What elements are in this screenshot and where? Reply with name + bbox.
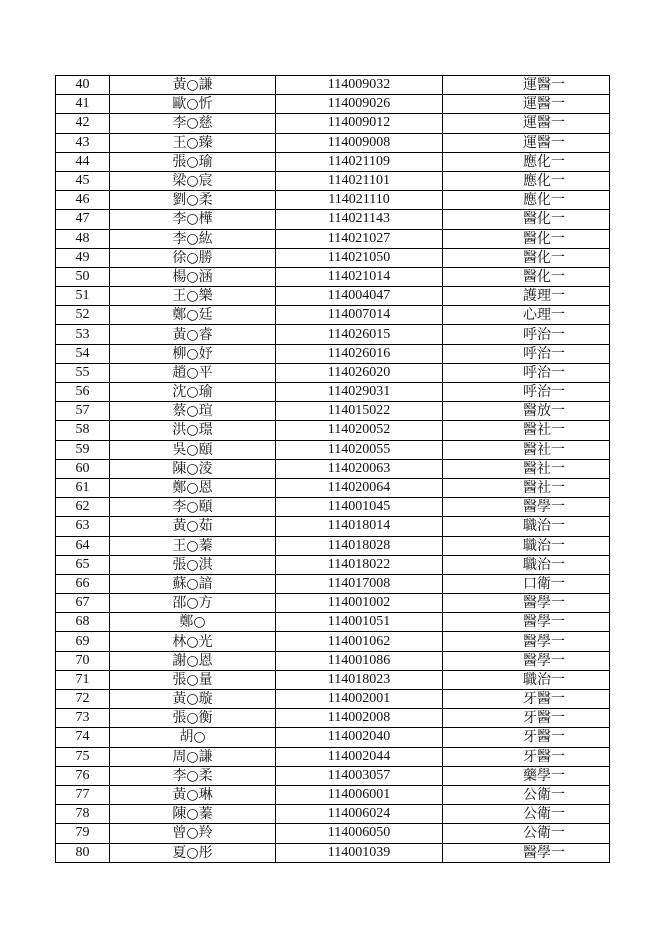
student-name-cell: 蘇○諳 (110, 574, 276, 593)
table-row (56, 440, 610, 459)
table-row (56, 210, 610, 229)
row-number-cell: 77 (56, 785, 110, 804)
row-number-cell: 75 (56, 747, 110, 766)
department-cell (443, 478, 610, 497)
student-id-cell: 114006001 (276, 785, 443, 804)
department-label: 醫社一 (523, 422, 565, 439)
student-name-cell: 劉○柔 (110, 191, 276, 210)
table-row (56, 574, 610, 593)
student-id-cell: 114002044 (276, 747, 443, 766)
table-row (56, 267, 610, 286)
department-label: 牙醫一 (523, 710, 565, 727)
student-id-cell: 114026020 (276, 363, 443, 382)
student-name-cell: 楊○涵 (110, 267, 276, 286)
department-cell (443, 459, 610, 478)
department-cell (443, 843, 610, 862)
student-name-cell: 李○慈 (110, 114, 276, 133)
student-name-cell: 徐○勝 (110, 248, 276, 267)
table-row (56, 191, 610, 210)
student-roster-table (55, 75, 610, 863)
department-cell (443, 632, 610, 651)
department-label: 運醫一 (523, 115, 565, 132)
department-label: 運醫一 (523, 77, 565, 94)
row-number-cell: 79 (56, 824, 110, 843)
student-name-cell: 洪○璟 (110, 421, 276, 440)
row-number-cell: 55 (56, 363, 110, 382)
table-row (56, 613, 610, 632)
student-name-cell: 曾○羚 (110, 824, 276, 843)
department-cell (443, 498, 610, 517)
department-label: 醫學一 (523, 844, 565, 861)
table-row (56, 363, 610, 382)
department-label: 醫化一 (523, 249, 565, 266)
student-name-cell: 梁○宸 (110, 171, 276, 190)
row-number-cell: 67 (56, 594, 110, 613)
department-cell (443, 306, 610, 325)
student-name-cell: 吳○頤 (110, 440, 276, 459)
student-id-cell: 114001062 (276, 632, 443, 651)
student-name-cell: 張○淇 (110, 555, 276, 574)
student-id-cell: 114018023 (276, 670, 443, 689)
department-label: 醫學一 (523, 652, 565, 669)
row-number-cell: 52 (56, 306, 110, 325)
student-id-cell: 114021014 (276, 267, 443, 286)
student-name-cell: 林○光 (110, 632, 276, 651)
department-label: 職治一 (523, 671, 565, 688)
table-row (56, 402, 610, 421)
student-name-cell: 謝○恩 (110, 651, 276, 670)
department-label: 呼治一 (523, 384, 565, 401)
department-label: 醫學一 (523, 633, 565, 650)
row-number-cell: 45 (56, 171, 110, 190)
table-row (56, 459, 610, 478)
table-row (56, 114, 610, 133)
table-row (56, 843, 610, 862)
student-id-cell: 114001002 (276, 594, 443, 613)
department-cell (443, 766, 610, 785)
department-label: 運醫一 (523, 134, 565, 151)
row-number-cell: 68 (56, 613, 110, 632)
department-label: 應化一 (523, 173, 565, 190)
student-name-cell: 趙○平 (110, 363, 276, 382)
student-name-cell: 黃○茹 (110, 517, 276, 536)
department-cell (443, 114, 610, 133)
row-number-cell: 58 (56, 421, 110, 440)
row-number-cell: 74 (56, 728, 110, 747)
department-label: 醫社一 (523, 441, 565, 458)
student-id-cell: 114021109 (276, 152, 443, 171)
department-label: 呼治一 (523, 364, 565, 381)
department-cell (443, 76, 610, 95)
student-id-cell: 114021050 (276, 248, 443, 267)
student-name-cell: 李○頤 (110, 498, 276, 517)
student-id-cell: 114026016 (276, 344, 443, 363)
table-row (56, 709, 610, 728)
department-label: 醫化一 (523, 268, 565, 285)
department-cell (443, 747, 610, 766)
student-id-cell: 114004047 (276, 287, 443, 306)
student-id-cell: 114021101 (276, 171, 443, 190)
student-id-cell: 114021110 (276, 191, 443, 210)
table-row (56, 287, 610, 306)
student-name-cell: 黃○琳 (110, 785, 276, 804)
department-cell (443, 574, 610, 593)
table-row (56, 152, 610, 171)
department-label: 呼治一 (523, 345, 565, 362)
department-label: 醫化一 (523, 230, 565, 247)
table-row (56, 594, 610, 613)
row-number-cell: 73 (56, 709, 110, 728)
row-number-cell: 46 (56, 191, 110, 210)
row-number-cell: 44 (56, 152, 110, 171)
student-id-cell: 114007014 (276, 306, 443, 325)
department-cell (443, 613, 610, 632)
table-row (56, 728, 610, 747)
row-number-cell: 59 (56, 440, 110, 459)
student-id-cell: 114020063 (276, 459, 443, 478)
row-number-cell: 76 (56, 766, 110, 785)
table-row (56, 747, 610, 766)
department-label: 職治一 (523, 556, 565, 573)
student-id-cell: 114029031 (276, 383, 443, 402)
table-row (56, 766, 610, 785)
row-number-cell: 54 (56, 344, 110, 363)
department-cell (443, 402, 610, 421)
student-id-cell: 114021143 (276, 210, 443, 229)
department-cell (443, 728, 610, 747)
student-id-cell: 114018028 (276, 536, 443, 555)
department-cell (443, 517, 610, 536)
department-cell (443, 594, 610, 613)
student-name-cell: 李○柔 (110, 766, 276, 785)
student-id-cell: 114017008 (276, 574, 443, 593)
student-name-cell: 陳○淩 (110, 459, 276, 478)
row-number-cell: 66 (56, 574, 110, 593)
student-name-cell: 李○樺 (110, 210, 276, 229)
department-label: 醫社一 (523, 480, 565, 497)
department-label: 運醫一 (523, 96, 565, 113)
student-name-cell: 周○謙 (110, 747, 276, 766)
department-cell (443, 440, 610, 459)
student-name-cell: 張○量 (110, 670, 276, 689)
table-row (56, 76, 610, 95)
row-number-cell: 72 (56, 690, 110, 709)
department-cell (443, 171, 610, 190)
department-cell (443, 325, 610, 344)
student-name-cell: 王○蓁 (110, 536, 276, 555)
department-label: 職治一 (523, 537, 565, 554)
student-id-cell: 114020064 (276, 478, 443, 497)
department-label: 口衛一 (523, 575, 565, 592)
student-id-cell: 114006050 (276, 824, 443, 843)
student-name-cell: 黃○璇 (110, 690, 276, 709)
table-row (56, 824, 610, 843)
table-row (56, 325, 610, 344)
row-number-cell: 70 (56, 651, 110, 670)
department-cell (443, 229, 610, 248)
row-number-cell: 62 (56, 498, 110, 517)
table-row (56, 555, 610, 574)
row-number-cell: 49 (56, 248, 110, 267)
department-label: 醫放一 (523, 403, 565, 420)
department-label: 醫化一 (523, 211, 565, 228)
student-name-cell: 柳○妤 (110, 344, 276, 363)
table-row (56, 690, 610, 709)
department-cell (443, 363, 610, 382)
department-cell (443, 785, 610, 804)
department-cell (443, 133, 610, 152)
student-name-cell: 張○衡 (110, 709, 276, 728)
student-id-cell: 114018014 (276, 517, 443, 536)
student-id-cell: 114015022 (276, 402, 443, 421)
department-label: 藥學一 (523, 767, 565, 784)
department-cell (443, 344, 610, 363)
department-label: 牙醫一 (523, 748, 565, 765)
row-number-cell: 80 (56, 843, 110, 862)
row-number-cell: 56 (56, 383, 110, 402)
department-label: 公衛一 (523, 806, 565, 823)
table-row (56, 344, 610, 363)
row-number-cell: 65 (56, 555, 110, 574)
roster-table-body (56, 76, 610, 863)
student-name-cell: 胡○ (110, 728, 276, 747)
student-id-cell: 114021027 (276, 229, 443, 248)
table-row (56, 536, 610, 555)
department-cell (443, 421, 610, 440)
document-page (55, 75, 609, 863)
row-number-cell: 64 (56, 536, 110, 555)
row-number-cell: 61 (56, 478, 110, 497)
student-id-cell: 114009008 (276, 133, 443, 152)
row-number-cell: 63 (56, 517, 110, 536)
row-number-cell: 40 (56, 76, 110, 95)
student-id-cell: 114009012 (276, 114, 443, 133)
department-label: 呼治一 (523, 326, 565, 343)
department-cell (443, 152, 610, 171)
department-cell (443, 555, 610, 574)
table-row (56, 133, 610, 152)
student-id-cell: 114001051 (276, 613, 443, 632)
department-cell (443, 191, 610, 210)
student-id-cell: 114006024 (276, 805, 443, 824)
department-cell (443, 824, 610, 843)
student-name-cell: 鄭○恩 (110, 478, 276, 497)
table-row (56, 651, 610, 670)
table-row (56, 805, 610, 824)
student-id-cell: 114009032 (276, 76, 443, 95)
student-id-cell: 114002008 (276, 709, 443, 728)
student-name-cell: 蔡○瑄 (110, 402, 276, 421)
department-cell (443, 248, 610, 267)
table-row (56, 229, 610, 248)
student-name-cell: 王○樂 (110, 287, 276, 306)
student-name-cell: 鄭○ (110, 613, 276, 632)
table-row (56, 478, 610, 497)
student-name-cell: 夏○彤 (110, 843, 276, 862)
department-label: 牙醫一 (523, 729, 565, 746)
department-cell (443, 670, 610, 689)
department-label: 應化一 (523, 153, 565, 170)
table-row (56, 670, 610, 689)
row-number-cell: 51 (56, 287, 110, 306)
student-name-cell: 李○紘 (110, 229, 276, 248)
student-name-cell: 鄭○廷 (110, 306, 276, 325)
row-number-cell: 41 (56, 95, 110, 114)
table-row (56, 632, 610, 651)
department-cell (443, 536, 610, 555)
row-number-cell: 47 (56, 210, 110, 229)
department-label: 職治一 (523, 518, 565, 535)
student-id-cell: 114009026 (276, 95, 443, 114)
department-cell (443, 95, 610, 114)
department-label: 公衛一 (523, 825, 565, 842)
table-row (56, 248, 610, 267)
table-row (56, 785, 610, 804)
department-label: 醫學一 (523, 595, 565, 612)
row-number-cell: 78 (56, 805, 110, 824)
student-name-cell: 黃○謙 (110, 76, 276, 95)
department-cell (443, 287, 610, 306)
row-number-cell: 57 (56, 402, 110, 421)
row-number-cell: 53 (56, 325, 110, 344)
row-number-cell: 69 (56, 632, 110, 651)
department-label: 心理一 (523, 307, 565, 324)
table-row (56, 517, 610, 536)
department-label: 公衛一 (523, 787, 565, 804)
department-cell (443, 267, 610, 286)
student-id-cell: 114003057 (276, 766, 443, 785)
student-id-cell: 114018022 (276, 555, 443, 574)
table-row (56, 95, 610, 114)
row-number-cell: 50 (56, 267, 110, 286)
student-name-cell: 邵○方 (110, 594, 276, 613)
table-row (56, 498, 610, 517)
student-name-cell: 黃○睿 (110, 325, 276, 344)
row-number-cell: 60 (56, 459, 110, 478)
table-row (56, 383, 610, 402)
department-cell (443, 210, 610, 229)
student-id-cell: 114001086 (276, 651, 443, 670)
student-id-cell: 114002001 (276, 690, 443, 709)
department-cell (443, 383, 610, 402)
student-id-cell: 114020055 (276, 440, 443, 459)
student-name-cell: 沈○瑜 (110, 383, 276, 402)
student-id-cell: 114020052 (276, 421, 443, 440)
student-name-cell: 王○臻 (110, 133, 276, 152)
department-label: 醫學一 (523, 499, 565, 516)
department-label: 護理一 (523, 288, 565, 305)
row-number-cell: 48 (56, 229, 110, 248)
department-label: 應化一 (523, 192, 565, 209)
row-number-cell: 42 (56, 114, 110, 133)
student-name-cell: 張○瑜 (110, 152, 276, 171)
table-row (56, 306, 610, 325)
student-name-cell: 歐○忻 (110, 95, 276, 114)
row-number-cell: 71 (56, 670, 110, 689)
student-id-cell: 114026015 (276, 325, 443, 344)
department-label: 醫社一 (523, 460, 565, 477)
department-cell (443, 709, 610, 728)
department-label: 牙醫一 (523, 691, 565, 708)
row-number-cell: 43 (56, 133, 110, 152)
table-row (56, 171, 610, 190)
department-cell (443, 690, 610, 709)
student-id-cell: 114001045 (276, 498, 443, 517)
department-label: 醫學一 (523, 614, 565, 631)
student-name-cell: 陳○蓁 (110, 805, 276, 824)
department-cell (443, 805, 610, 824)
student-id-cell: 114001039 (276, 843, 443, 862)
department-cell (443, 651, 610, 670)
student-id-cell: 114002040 (276, 728, 443, 747)
table-row (56, 421, 610, 440)
